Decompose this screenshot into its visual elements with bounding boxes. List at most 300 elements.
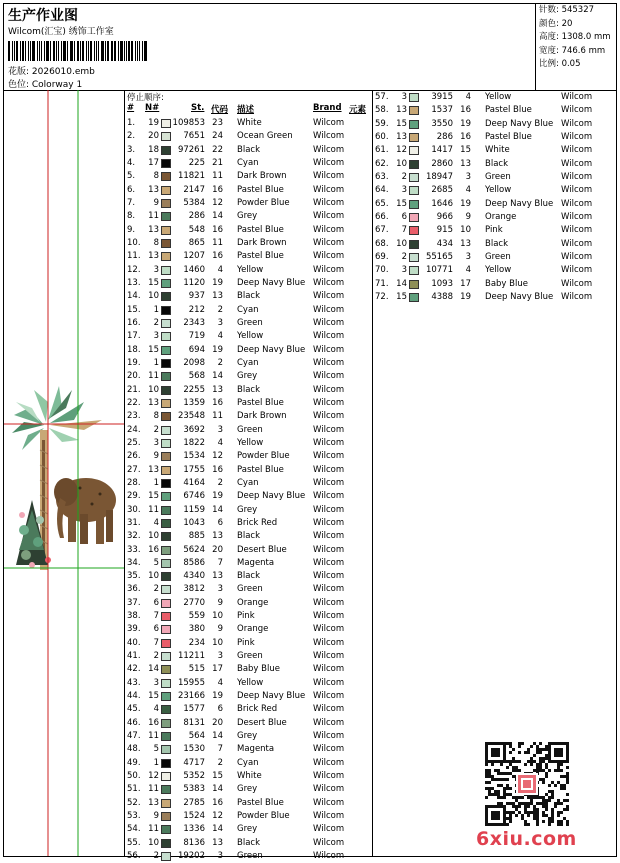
cell-idx: 1.: [127, 118, 136, 128]
cell-stitches: 7651: [183, 131, 205, 142]
color-swatch: [409, 120, 419, 129]
cell-stitches: 3550: [431, 118, 453, 129]
cell-code: 3: [217, 651, 223, 662]
cell-idx: 67.: [375, 225, 389, 236]
cell-idx: 34.: [127, 557, 141, 568]
cell-stitches: 434: [436, 238, 453, 249]
cell-desc: Deep Navy Blue: [237, 277, 306, 288]
cell-brand: Wilcom: [313, 237, 345, 248]
color-swatch: [161, 172, 171, 181]
cell-code: 9: [217, 624, 223, 635]
cell-desc: Deep Navy Blue: [237, 691, 306, 702]
cell-idx: 45.: [127, 704, 141, 715]
cell-idx: 56.: [127, 851, 141, 862]
cell-desc: Cyan: [237, 304, 259, 315]
cell-code: 11: [212, 237, 223, 248]
cell-desc: Deep Navy Blue: [485, 291, 554, 302]
cell-code: 4: [217, 264, 223, 275]
cell-idx: 29.: [127, 491, 141, 502]
header-stitches: St.: [191, 103, 205, 113]
cell-code: 4: [217, 677, 223, 688]
cell-desc: Pink: [237, 637, 255, 648]
color-stop-row: [125, 570, 371, 583]
cell-code: 6: [217, 517, 223, 528]
cell-stitches: 1359: [183, 397, 205, 408]
cell-code: 16: [460, 105, 471, 116]
color-stop-row: [125, 344, 371, 357]
cell-stitches: 2860: [431, 158, 453, 169]
cell-idx: 36.: [127, 584, 141, 595]
cell-brand: Wilcom: [313, 637, 345, 648]
cell-code: 19: [460, 118, 471, 129]
cell-needle: 13: [148, 224, 159, 235]
cell-stitches: 11821: [177, 171, 205, 182]
cell-desc: Yellow: [237, 264, 264, 275]
cell-idx: 38.: [127, 611, 141, 622]
cell-stitches: 5624: [183, 544, 205, 555]
stop-sequence-label: 停止顺序:: [127, 93, 164, 103]
cell-brand: Wilcom: [561, 131, 593, 142]
cell-code: 2: [217, 477, 223, 488]
cell-brand: Wilcom: [561, 185, 593, 196]
cell-brand: Wilcom: [313, 291, 345, 302]
cell-needle: 12: [148, 771, 159, 782]
cell-idx: 4.: [127, 157, 136, 168]
cell-stitches: 966: [436, 211, 453, 222]
cell-stitches: 23166: [177, 691, 205, 702]
color-stop-row: [373, 211, 616, 224]
cell-desc: Pink: [485, 225, 503, 236]
cell-brand: Wilcom: [313, 717, 345, 728]
cell-stitches: 694: [188, 344, 205, 355]
color-swatch: [161, 612, 171, 621]
cell-needle: 3: [401, 185, 407, 196]
color-swatch: [161, 625, 171, 634]
cell-code: 16: [212, 251, 223, 262]
cell-needle: 11: [148, 731, 159, 742]
cell-brand: Wilcom: [313, 464, 345, 475]
cell-stitches: 1755: [183, 464, 205, 475]
color-swatch: [161, 785, 171, 794]
cell-stitches: 109853: [172, 118, 205, 128]
cell-stitches: 10771: [425, 265, 453, 276]
cell-code: 11: [212, 171, 223, 182]
color-stop-row: [125, 810, 371, 823]
cell-needle: 13: [396, 131, 407, 142]
cell-stitches: 4388: [431, 291, 453, 302]
cell-desc: Black: [237, 837, 260, 848]
cell-brand: Wilcom: [313, 611, 345, 622]
cell-needle: 3: [401, 92, 407, 102]
color-stop-row: [125, 184, 371, 197]
cell-needle: 2: [401, 251, 407, 262]
cell-desc: Yellow: [237, 677, 264, 688]
cell-desc: Orange: [237, 624, 269, 635]
cell-code: 9: [217, 597, 223, 608]
color-swatch: [409, 106, 419, 115]
color-stop-row: [373, 91, 616, 104]
color-swatch: [161, 212, 171, 221]
cell-brand: Wilcom: [313, 771, 345, 782]
cell-stitches: 3692: [183, 424, 205, 435]
cell-desc: Yellow: [485, 265, 512, 276]
color-stop-row: [125, 157, 371, 170]
color-stop-row: [125, 250, 371, 263]
color-swatch: [161, 585, 171, 594]
company-name: Wilcom(汇宝) 绣饰工作室: [8, 27, 114, 37]
cell-needle: 3: [153, 437, 159, 448]
cell-desc: Cyan: [237, 357, 259, 368]
cell-needle: 13: [148, 797, 159, 808]
cell-desc: Yellow: [237, 331, 264, 342]
color-stop-row: [125, 290, 371, 303]
cell-desc: Deep Navy Blue: [237, 344, 306, 355]
cell-idx: 71.: [375, 278, 389, 289]
cell-stitches: 2770: [183, 597, 205, 608]
cell-code: 3: [465, 171, 471, 182]
cell-idx: 9.: [127, 224, 136, 235]
cell-stitches: 1577: [183, 704, 205, 715]
cell-stitches: 19202: [177, 851, 205, 862]
cell-stitches: 1207: [183, 251, 205, 262]
color-swatch: [161, 426, 171, 435]
color-swatch: [161, 359, 171, 368]
cell-stitches: 937: [188, 291, 205, 302]
cell-code: 9: [465, 211, 471, 222]
cell-stitches: 548: [188, 224, 205, 235]
cell-desc: Yellow: [485, 92, 512, 102]
cell-stitches: 6746: [183, 491, 205, 502]
cell-needle: 11: [148, 824, 159, 835]
cell-desc: Green: [485, 251, 511, 262]
cell-desc: Orange: [237, 597, 269, 608]
stitch-count: 针数: 545327: [539, 5, 595, 15]
cell-code: 16: [212, 184, 223, 195]
cell-needle: 4: [153, 704, 159, 715]
cell-desc: Grey: [237, 731, 258, 742]
cell-needle: 20: [148, 131, 159, 142]
cell-stitches: 212: [188, 304, 205, 315]
color-stop-row: [373, 251, 616, 264]
cell-desc: Grey: [237, 784, 258, 795]
cell-desc: Black: [237, 571, 260, 582]
color-stop-row: [125, 837, 371, 850]
qr-code: [485, 742, 569, 826]
color-stop-list-2: [373, 91, 616, 304]
cell-stitches: 1159: [183, 504, 205, 515]
cell-desc: Ocean Green: [237, 131, 293, 142]
watermark-logo: 6xiu.com: [476, 828, 577, 850]
cell-desc: Dark Brown: [237, 171, 287, 182]
cell-code: 10: [212, 637, 223, 648]
color-stop-row: [125, 264, 371, 277]
cell-stitches: 11211: [177, 651, 205, 662]
color-stop-row: [125, 384, 371, 397]
design-scale: 比例: 0.05: [539, 59, 581, 69]
cell-stitches: 5352: [183, 771, 205, 782]
cell-code: 7: [217, 557, 223, 568]
cell-code: 19: [212, 491, 223, 502]
header-code: 代码: [211, 105, 229, 115]
color-swatch: [409, 133, 419, 142]
cell-needle: 15: [396, 291, 407, 302]
color-swatch: [409, 280, 419, 289]
cell-idx: 14.: [127, 291, 141, 302]
color-swatch: [161, 292, 171, 301]
cell-needle: 1: [153, 477, 159, 488]
cell-code: 13: [460, 158, 471, 169]
cell-idx: 3.: [127, 144, 136, 155]
cell-brand: Wilcom: [313, 384, 345, 395]
color-stop-row: [373, 238, 616, 251]
cell-stitches: 18947: [425, 171, 453, 182]
cell-stitches: 15955: [177, 677, 205, 688]
cell-desc: Yellow: [237, 437, 264, 448]
worksheet-header: [4, 4, 616, 91]
cell-stitches: 2785: [183, 797, 205, 808]
color-swatch: [409, 160, 419, 169]
cell-desc: Pastel Blue: [485, 131, 532, 142]
cell-idx: 72.: [375, 291, 389, 302]
cell-idx: 50.: [127, 771, 141, 782]
color-stop-row: [373, 104, 616, 117]
cell-code: 4: [465, 92, 471, 102]
cell-needle: 18: [148, 144, 159, 155]
color-stop-row: [125, 397, 371, 410]
color-swatch: [161, 572, 171, 581]
cell-idx: 12.: [127, 264, 141, 275]
color-swatch: [161, 772, 171, 781]
color-stop-row: [125, 770, 371, 783]
cell-needle: 10: [396, 238, 407, 249]
cell-brand: Wilcom: [313, 677, 345, 688]
color-swatch: [161, 519, 171, 528]
cell-brand: Wilcom: [313, 664, 345, 675]
cell-idx: 15.: [127, 304, 141, 315]
cell-brand: Wilcom: [313, 757, 345, 768]
cell-stitches: 2098: [183, 357, 205, 368]
cell-stitches: 1417: [431, 145, 453, 156]
color-swatch: [161, 745, 171, 754]
color-swatch: [161, 559, 171, 568]
color-count: 颜色: 20: [539, 18, 573, 29]
color-stop-row: [125, 330, 371, 343]
color-swatch: [161, 665, 171, 674]
cell-desc: Black: [485, 238, 508, 249]
cell-desc: Deep Navy Blue: [237, 491, 306, 502]
color-swatch: [161, 186, 171, 195]
cell-needle: 11: [148, 211, 159, 222]
cell-idx: 40.: [127, 637, 141, 648]
color-stop-row: [125, 850, 371, 863]
color-swatch: [161, 839, 171, 848]
cell-needle: 5: [153, 744, 159, 755]
cell-idx: 31.: [127, 517, 141, 528]
cell-desc: Grey: [237, 824, 258, 835]
cell-brand: Wilcom: [313, 157, 345, 168]
cell-desc: Green: [237, 584, 263, 595]
color-swatch: [161, 812, 171, 821]
cell-idx: 35.: [127, 571, 141, 582]
cell-needle: 10: [148, 837, 159, 848]
cell-needle: 16: [148, 717, 159, 728]
cell-idx: 61.: [375, 145, 389, 156]
cell-stitches: 286: [188, 211, 205, 222]
color-stop-row: [125, 757, 371, 770]
cell-desc: Powder Blue: [237, 197, 290, 208]
cell-idx: 16.: [127, 317, 141, 328]
cell-code: 3: [217, 851, 223, 862]
cell-code: 17: [460, 278, 471, 289]
cell-needle: 10: [148, 531, 159, 542]
cell-stitches: 719: [188, 331, 205, 342]
cell-needle: 7: [401, 225, 407, 236]
color-swatch: [161, 119, 171, 128]
color-stop-row: [125, 823, 371, 836]
cell-desc: Grey: [237, 371, 258, 382]
cell-idx: 68.: [375, 238, 389, 249]
cell-code: 14: [212, 784, 223, 795]
color-stop-row: [125, 450, 371, 463]
color-swatch: [161, 412, 171, 421]
color-swatch: [161, 132, 171, 141]
cell-desc: Deep Navy Blue: [485, 198, 554, 209]
cell-code: 3: [217, 317, 223, 328]
cell-needle: 11: [148, 504, 159, 515]
cell-needle: 10: [148, 571, 159, 582]
cell-needle: 14: [148, 664, 159, 675]
cell-brand: Wilcom: [313, 451, 345, 462]
cell-stitches: 3812: [183, 584, 205, 595]
color-swatch: [409, 93, 419, 102]
color-swatch: [409, 213, 419, 222]
cell-brand: Wilcom: [313, 264, 345, 275]
cell-idx: 26.: [127, 451, 141, 462]
color-swatch: [161, 825, 171, 834]
cell-idx: 22.: [127, 397, 141, 408]
cell-desc: Desert Blue: [237, 544, 287, 555]
cell-brand: Wilcom: [313, 424, 345, 435]
cell-code: 2: [217, 757, 223, 768]
color-stop-row: [125, 197, 371, 210]
cell-stitches: 1646: [431, 198, 453, 209]
cell-desc: Powder Blue: [237, 811, 290, 822]
color-swatch: [161, 679, 171, 688]
table-header: [125, 103, 371, 115]
cell-needle: 1: [153, 757, 159, 768]
cell-code: 14: [212, 371, 223, 382]
cell-idx: 63.: [375, 171, 389, 182]
color-swatch: [161, 546, 171, 555]
color-swatch: [161, 466, 171, 475]
color-swatch: [409, 173, 419, 182]
cell-desc: Grey: [237, 211, 258, 222]
cell-brand: Wilcom: [313, 251, 345, 262]
cell-idx: 5.: [127, 171, 136, 182]
cell-desc: Black: [237, 291, 260, 302]
cell-idx: 37.: [127, 597, 141, 608]
cell-code: 3: [217, 424, 223, 435]
cell-stitches: 1537: [431, 105, 453, 116]
color-stop-row: [125, 490, 371, 503]
color-swatch: [161, 199, 171, 208]
cell-needle: 9: [153, 811, 159, 822]
design-info-panel: [535, 4, 617, 90]
cell-idx: 20.: [127, 371, 141, 382]
cell-code: 15: [460, 145, 471, 156]
color-stop-row: [125, 663, 371, 676]
cell-stitches: 2685: [431, 185, 453, 196]
cell-desc: Pink: [237, 611, 255, 622]
cell-code: 20: [212, 544, 223, 555]
cell-idx: 44.: [127, 691, 141, 702]
cell-code: 22: [212, 144, 223, 155]
color-stop-row: [125, 304, 371, 317]
cell-desc: Green: [485, 171, 511, 182]
color-stop-row: [125, 530, 371, 543]
color-stop-row: [125, 583, 371, 596]
cell-brand: Wilcom: [313, 371, 345, 382]
color-stop-row: [125, 237, 371, 250]
cell-stitches: 2255: [183, 384, 205, 395]
cell-idx: 27.: [127, 464, 141, 475]
header-idx: #: [127, 103, 135, 113]
cell-idx: 10.: [127, 237, 141, 248]
cell-idx: 24.: [127, 424, 141, 435]
color-stop-row: [125, 610, 371, 623]
cell-idx: 33.: [127, 544, 141, 555]
cell-brand: Wilcom: [313, 171, 345, 182]
cell-stitches: 1120: [183, 277, 205, 288]
cell-desc: Magenta: [237, 744, 275, 755]
color-stop-row: [125, 370, 371, 383]
cell-code: 16: [212, 464, 223, 475]
cell-stitches: 380: [188, 624, 205, 635]
color-swatch: [161, 319, 171, 328]
cell-desc: Brick Red: [237, 517, 278, 528]
color-swatch: [161, 332, 171, 341]
cell-idx: 59.: [375, 118, 389, 129]
colorway-label: 色位: Colorway 1: [8, 80, 83, 90]
cell-code: 2: [217, 357, 223, 368]
cell-needle: 13: [148, 184, 159, 195]
cell-brand: Wilcom: [561, 171, 593, 182]
color-stop-row: [125, 783, 371, 796]
cell-needle: 15: [148, 691, 159, 702]
cell-idx: 55.: [127, 837, 141, 848]
cell-brand: Wilcom: [561, 291, 593, 302]
cell-code: 19: [460, 291, 471, 302]
cell-brand: Wilcom: [561, 118, 593, 129]
cell-needle: 13: [148, 464, 159, 475]
cell-idx: 11.: [127, 251, 141, 262]
color-swatch: [161, 306, 171, 315]
cell-stitches: 559: [188, 611, 205, 622]
cell-idx: 41.: [127, 651, 141, 662]
color-stop-row: [373, 171, 616, 184]
cell-desc: Pastel Blue: [237, 397, 284, 408]
color-stop-row: [373, 118, 616, 131]
color-swatch: [161, 705, 171, 714]
cell-brand: Wilcom: [561, 251, 593, 262]
cell-idx: 64.: [375, 185, 389, 196]
cell-code: 3: [465, 251, 471, 262]
cell-stitches: 1460: [183, 264, 205, 275]
cell-stitches: 865: [188, 237, 205, 248]
cell-stitches: 1530: [183, 744, 205, 755]
cell-stitches: 1336: [183, 824, 205, 835]
color-stop-row: [125, 504, 371, 517]
